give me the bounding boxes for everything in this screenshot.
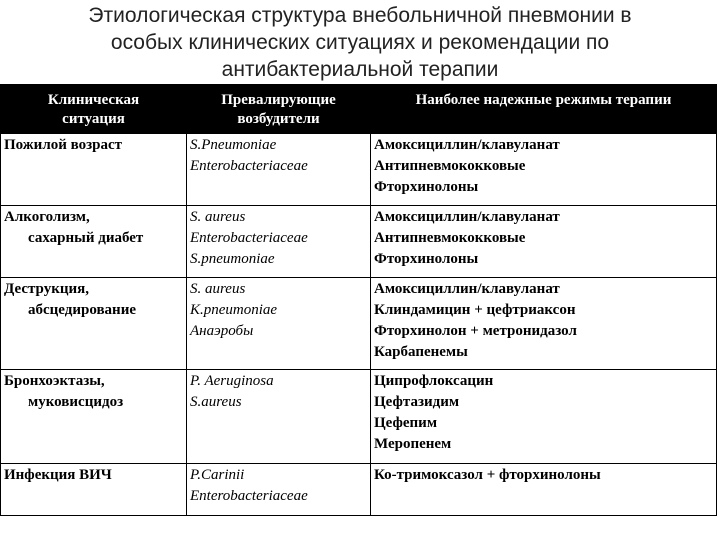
pathogens-cell: S. aureus Enterobacteriaceae S.pneumoniae	[187, 206, 371, 278]
table-row	[1, 206, 717, 278]
therapy-table	[0, 84, 717, 516]
therapy-cell: Амоксициллин/клавуланат Клиндамицин + цефтриаксон Фторхинолон + метронидазол Карбапенемы	[371, 278, 717, 370]
slide-title	[0, 0, 720, 83]
therapy-cell: Ципрофлоксацин Цефтазидим Цефепим Меропенем	[371, 370, 717, 464]
therapy-cell: Амоксициллин/клавуланат Антипневмококковые Фторхинолоны	[371, 134, 717, 206]
header-therapy: Наиболее надежные режимы терапии	[371, 85, 717, 134]
pathogens-cell: S. aureus K.pneumoniae Анаэробы	[187, 278, 371, 370]
therapy-cell: Амоксициллин/клавуланат Антипневмококковые Фторхинолоны	[371, 206, 717, 278]
pathogens-cell: P.Carinii Enterobacteriaceae	[187, 464, 371, 516]
situation-cell: Алкоголизм, сахарный диабет	[1, 206, 187, 278]
header-pathogens: Превалирующие возбудители	[187, 85, 371, 134]
header-situation: Клиническая ситуация	[1, 85, 187, 134]
situation-cell: Инфекция ВИЧ	[1, 464, 187, 516]
pathogens-cell: P. Aeruginosa S.aureus	[187, 370, 371, 464]
situation-cell: Деструкция, абсцедирование	[1, 278, 187, 370]
table-row	[1, 134, 717, 206]
situation-cell: Бронхоэктазы, муковисцидоз	[1, 370, 187, 464]
header-row	[1, 85, 717, 134]
table-row	[1, 370, 717, 464]
situation-cell: Пожилой возраст	[1, 134, 187, 206]
therapy-cell: Ко-тримоксазол + фторхинолоны	[371, 464, 717, 516]
pathogens-cell: S.Pneumoniae Enterobacteriaceae	[187, 134, 371, 206]
table-row	[1, 278, 717, 370]
title-line: Этиологическая структура внебольничной пневмонии в	[88, 4, 632, 27]
title-line: антибактериальной терапии	[221, 58, 499, 81]
title-line: особых клинических ситуациях и рекомендации по	[110, 31, 610, 54]
table-row	[1, 464, 717, 516]
